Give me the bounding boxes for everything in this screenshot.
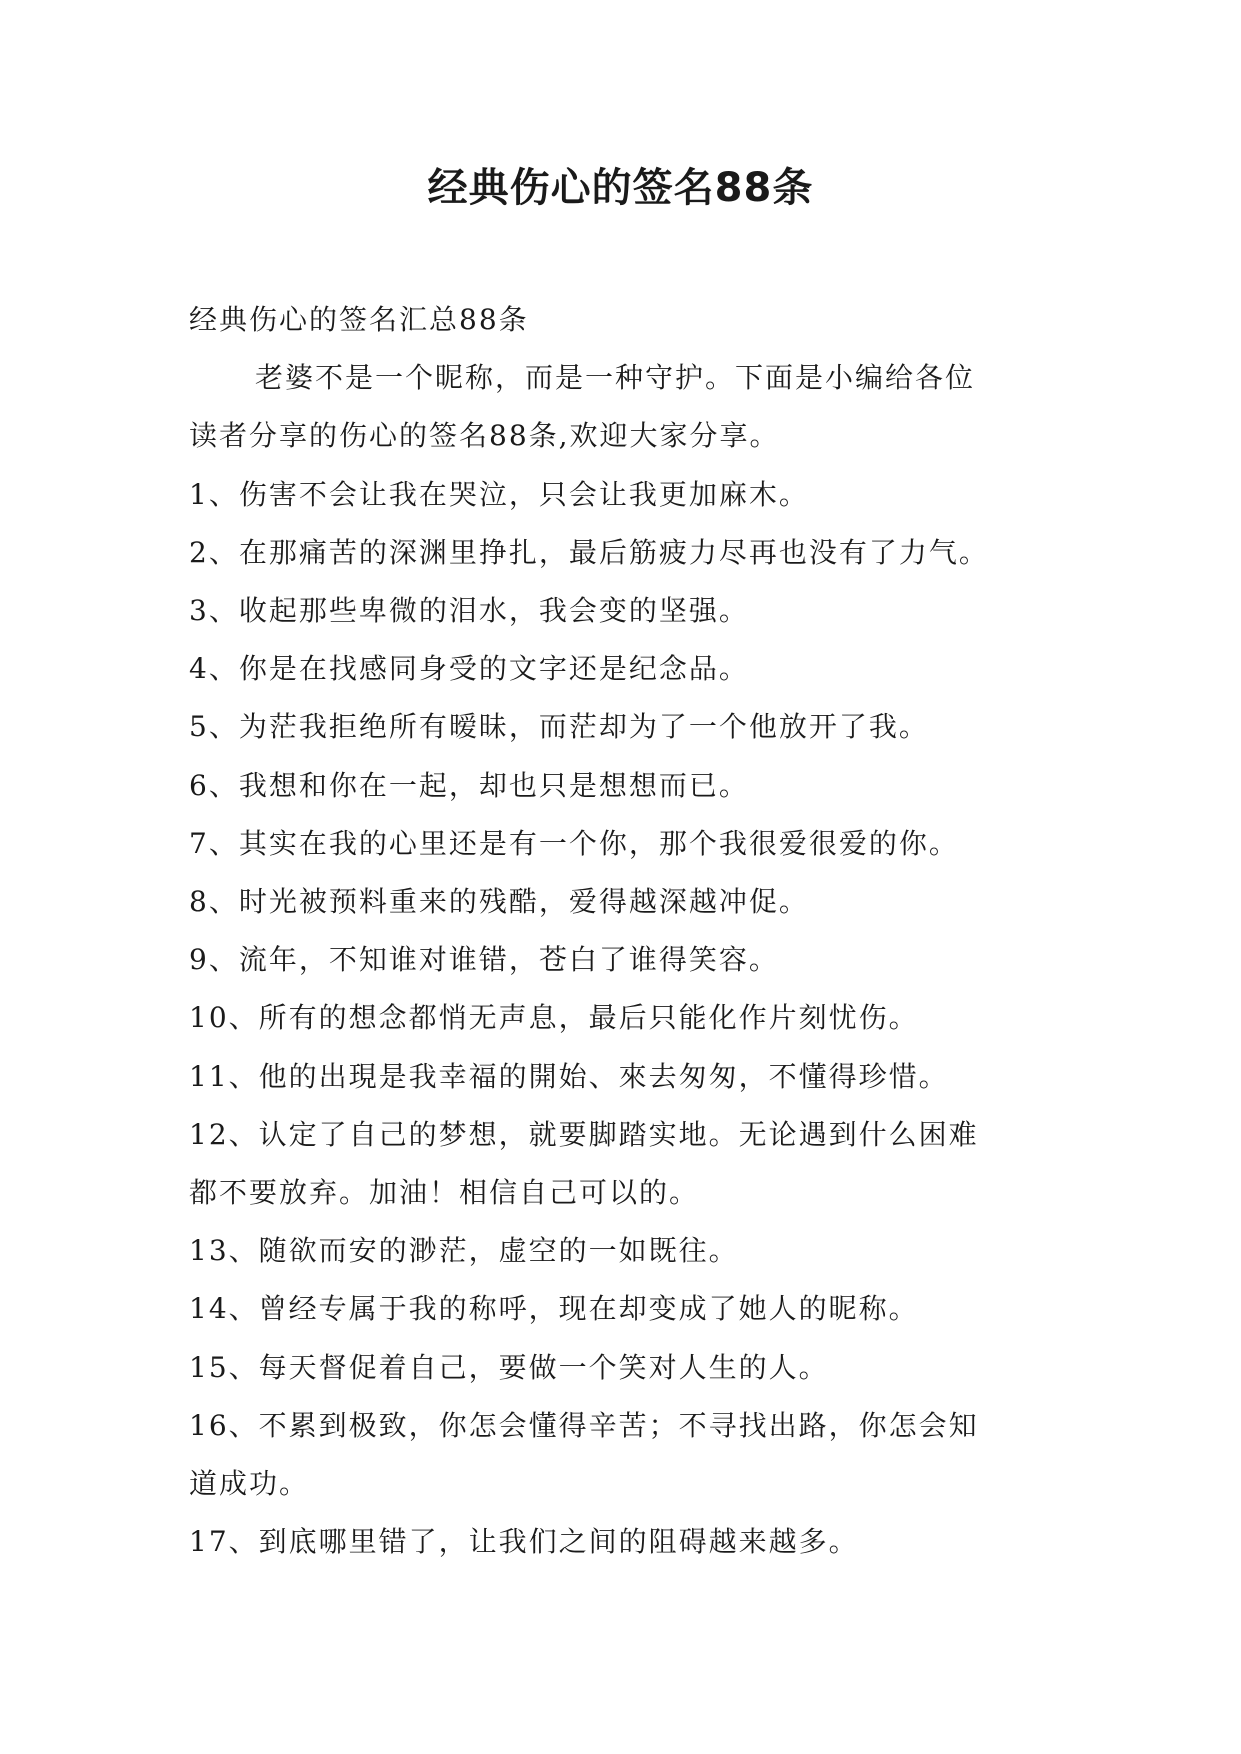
document-title: 经典伤心的签名88条 bbox=[427, 165, 814, 211]
list-item: 14、曾经专属于我的称呼，现在却变成了她人的昵称。 bbox=[189, 1292, 919, 1326]
list-item: 1、伤害不会让我在哭泣，只会让我更加麻木。 bbox=[189, 477, 809, 511]
list-item: 2、在那痛苦的深渊里挣扎，最后筋疲力尽再也没有了力气。 bbox=[189, 535, 989, 569]
list-item: 9、流年，不知谁对谁错，苍白了谁得笑容。 bbox=[189, 943, 779, 977]
subtitle-line: 经典伤心的签名汇总88条 bbox=[189, 303, 529, 336]
document-body bbox=[189, 291, 1059, 1571]
list-item-continuation: 道成功。 bbox=[189, 1467, 310, 1501]
list-item: 7、其实在我的心里还是有一个你，那个我很爱很爱的你。 bbox=[189, 826, 959, 860]
list-item: 17、到底哪里错了，让我们之间的阻碍越来越多。 bbox=[189, 1525, 859, 1559]
list-item: 11、他的出現是我幸福的開始、來去匆匆，不懂得珍惜。 bbox=[189, 1059, 949, 1093]
list-item: 13、随欲而安的渺茫，虚空的一如既往。 bbox=[189, 1234, 739, 1268]
list-item: 15、每天督促着自己，要做一个笑对人生的人。 bbox=[189, 1350, 829, 1384]
list-item: 4、你是在找感同身受的文字还是纪念品。 bbox=[189, 652, 749, 686]
list-item: 5、为茫我拒绝所有暧昧，而茫却为了一个他放开了我。 bbox=[189, 710, 929, 744]
list-item: 10、所有的想念都悄无声息，最后只能化作片刻忧伤。 bbox=[189, 1001, 919, 1035]
list-item: 12、认定了自己的梦想，就要脚踏实地。无论遇到什么困难 bbox=[189, 1117, 979, 1151]
list-item-continuation: 都不要放弃。加油！相信自己可以的。 bbox=[189, 1176, 700, 1210]
list-item: 6、我想和你在一起，却也只是想想而已。 bbox=[189, 768, 749, 802]
list-item: 8、时光被预料重来的残酷，爱得越深越冲促。 bbox=[189, 885, 809, 919]
intro-paragraph-line: 老婆不是一个昵称，而是一种守护。下面是小编给各位 bbox=[255, 361, 976, 395]
intro-paragraph-line: 读者分享的伤心的签名88条,欢迎大家分享。 bbox=[189, 419, 780, 453]
list-item: 3、收起那些卑微的泪水，我会变的坚强。 bbox=[189, 594, 749, 628]
list-item: 16、不累到极致，你怎会懂得辛苦；不寻找出路，你怎会知 bbox=[189, 1408, 979, 1442]
